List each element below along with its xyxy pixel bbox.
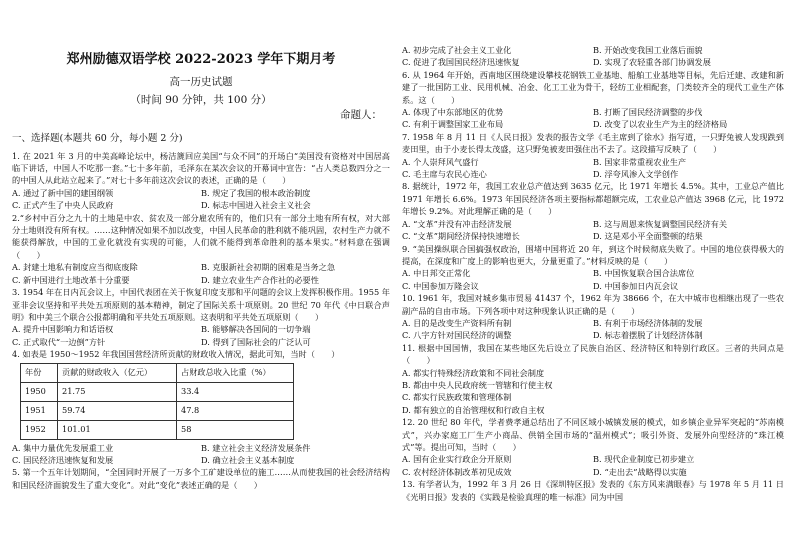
table-cell: 47.8 [177, 401, 294, 420]
option: C. 农村经济体制改革初见成效 [402, 466, 512, 477]
option: C. 都实行民族政策和管理体制 [402, 392, 512, 403]
exam-subtitle: 高一历史试题 [169, 76, 233, 88]
option: C. 正式产生了中央人民政府 [12, 200, 114, 211]
option: A. 封建土地私有制度应当彻底废除 [12, 262, 138, 273]
question-stem: 6. 从 1964 年开始，西南地区围绕建设攀枝花钢铁工业基地、船舶工业基地等目标，先后迁建、改建和新建了一批国防工业、民用机械、冶金、化工工业为骨干，轻纺工业相配套，门类较齐全的现代工业生产体系。这（ ） [402, 69, 784, 105]
question-options [402, 106, 784, 131]
table-cell: 1952 [21, 420, 58, 439]
option: B. 中国恢复联合国合法席位 [593, 268, 695, 279]
question-stem: 4. 如表是 1950～1952 年我国国营经济所贡献的财政收入情况，据此可知，当时（ ） [12, 349, 340, 360]
table-cell: 101.01 [58, 420, 177, 439]
question-options [12, 442, 390, 467]
question-options [12, 323, 390, 348]
table-row [21, 401, 294, 420]
table-header-row [21, 363, 294, 382]
option: A. 个人崇拜风气盛行 [402, 156, 479, 167]
question-options [12, 261, 390, 286]
option: C. 毛主席与农民心连心 [402, 169, 487, 180]
section-heading: 一、选择题(本题共 60 分，每小题 2 分) [12, 133, 183, 145]
table-cell: 58 [177, 420, 294, 439]
option: B. 都由中央人民政府统一管辖和行使主权 [402, 379, 553, 390]
question-options [402, 317, 784, 342]
revenue-table [20, 363, 294, 440]
question-options [402, 44, 784, 69]
option: C. 新中国进行土地改革十分重要 [12, 274, 130, 285]
table-cell: 1951 [21, 401, 58, 420]
table-header: 占财政总收入比重（%） [177, 363, 294, 382]
option: C. 八字方针对国民经济的调整 [402, 330, 512, 341]
question-stem: 10. 1961 年，我国对城乡集市贸易 41437 个，1962 年为 38666 个，在大中城市也相继出现了一些农副产品的自由市场。下列各项中对这种现象认识正确的是（ ） [402, 293, 784, 316]
option: B. 规定了我国的根本政治制度 [201, 187, 311, 198]
option: A. 集中力量优先发展重工业 [12, 442, 114, 453]
question-options [402, 267, 784, 292]
option: D. 实现了农轻重各部门协调发展 [593, 57, 711, 68]
question-stem: 9. “美国操纵联合国搞强权政治，围堵中国将近 20 年，到这个时候彻底失败了。中国的地位获得极大的提高，在深度和广度上的影响也更大，分量更重了。”材料反映的是（ ） [402, 243, 784, 266]
option: B. 能够解决各国间的一切争端 [201, 324, 311, 335]
option: A. 提升中国影响力和话语权 [12, 324, 114, 335]
option: C. “文革”期间经济保持快速增长 [402, 231, 520, 242]
option: B. 有利于市场经济体制的发展 [593, 317, 703, 328]
option: A. 体现了中东部地区的优势 [402, 107, 504, 118]
question-stem: 5. 第一个五年计划期间，“全国同时开展了一万多个工矿建设单位的施工……从而使我国的社会经济结构和国民经济面貌发生了重大变化”。对此“变化”表述正确的是（ ） [12, 467, 390, 490]
option: D. 这是邓小平全面整顿的结果 [593, 231, 703, 242]
option: B. 现代企业制度已初步建立 [593, 454, 695, 465]
question-options [402, 453, 784, 478]
option: D. 改变了以农业生产为主的经济格局 [593, 119, 728, 130]
option: C. 促进了我国国民经济迅速恢复 [402, 57, 520, 68]
table-header: 贡献的财政收入（亿元） [58, 363, 177, 382]
table-row [21, 382, 294, 401]
exam-time-info: （时间 90 分钟，共 100 分） [130, 94, 272, 107]
option: D. 中国参加日内瓦会议 [593, 280, 679, 291]
question-options [12, 187, 390, 212]
option: C. 正式取代“一边倒”方针 [12, 336, 106, 347]
question-stem: 3. 1954 年在日内瓦会议上，中国代表团在关于恢复印度支那和平问题的会议上发挥积极作用。1955 年亚非会议坚持和平共处五项原则的基本精神，制定了国际关系十项原则。20 世纪 70 年代《中日联合声明》和中美三个联合公报都明确和平共处五项原则。这表明和平共处五项原则（ ） [12, 287, 390, 322]
exam-title: 郑州励德双语学校 2022-2023 学年下期月考 [66, 52, 336, 67]
option: D. 建立农业生产合作社的必要性 [201, 274, 319, 285]
table-row [21, 420, 294, 439]
question-options [402, 156, 784, 181]
option: A. 中日邦交正常化 [402, 268, 471, 279]
option: C. 有利于调整国家工业布局 [402, 119, 504, 130]
option: D. 确立社会主义基本制度 [201, 454, 295, 465]
question-options [402, 218, 784, 243]
right-column [402, 44, 784, 503]
option: D. 标志着摆脱了计划经济体制 [593, 330, 703, 341]
table-cell: 1950 [21, 382, 58, 401]
question-options [402, 367, 784, 417]
option: B. 开始改变我国工业落后面貌 [593, 45, 703, 55]
option: A. 都实行特殊经济政策和不同社会制度 [402, 367, 545, 378]
option: B. 建立社会主义经济发展条件 [201, 442, 311, 453]
option: D. 都有独立的自治管理权和行政自主权 [402, 404, 545, 415]
option: D. 标志中国进入社会主义社会 [201, 200, 311, 211]
exam-author: 命题人： [340, 108, 382, 121]
option: A. “文革”并没有冲击经济发展 [402, 218, 512, 229]
table-cell: 33.4 [177, 382, 294, 401]
option: D. 得到了国际社会的广泛认可 [201, 336, 311, 347]
left-column [12, 0, 390, 491]
table-cell: 59.74 [58, 401, 177, 420]
question-stem: 1. 在 2021 年 3 月的中美高峰论坛中，杨洁篪回应美国“与众不同”的开场白“美国没有资格对中国居高临下讲话，中国人不吃那一套。”七十多年前，毛泽东在某次会议的开幕词中宣告：“占人类总数四分之一的中国人从此站立起来了。”对七十多年前这次会议的表述，正确的是（ ） [12, 150, 390, 186]
option: D. 浮夸风渗入文学创作 [593, 169, 679, 180]
option: A. 目的是改变生产资料所有制 [402, 317, 512, 328]
option: D. “走出去”战略得以实施 [593, 466, 687, 477]
question-stem: 2.“乡村中百分之九十的土地是中农、贫农及一部分雇农所有的，他们只有一部分土地有所有权，对大部分土地则没有所有权。……这种情况如果不加以改变，中国人民革命的胜利就不能巩固，农村生产力就不能获得解放，中国的工业化就没有实现的可能，人们就不能得到革命胜利的基本果实。”材料意在强调（ ） [12, 212, 390, 260]
question-stem: 13. 有学者认为，1992 年 3 月 26 日《深圳特区报》发表的《东方风来满眼春》与 1978 年 5 月 11 日《光明日报》发表的《实践是检验真理的唯一标准》同为中国 [402, 479, 784, 502]
option: A. 通过了新中国的建国纲领 [12, 187, 114, 198]
option: A. 国有企业实行政企分开原则 [402, 454, 512, 465]
option: B. 这与周恩来恢复调整国民经济有关 [593, 218, 728, 229]
table-cell: 21.75 [58, 382, 177, 401]
option: B. 国家非常重视农业生产 [593, 156, 687, 167]
option: B. 克服新社会初期的困难是当务之急 [201, 262, 336, 273]
option: C. 中国参加万隆会议 [402, 280, 479, 291]
option: C. 国民经济迅速恢复和发展 [12, 454, 114, 465]
question-stem: 8. 据统计，1972 年，我国工农业总产值达到 3635 亿元，比 1971 年增长 4.5%。其中，工业总产值比 1971 年增长 6.6%。1973 年国民经济各项主要指标都超额完成，工农业总产值达 3968 亿元，比 1972 年增长 9.2%。对此理解正确的是（ ） [402, 181, 784, 217]
question-stem: 7. 1958 年 8 月 11 日《人民日报》发表的报告文学《毛主席到了徐水》指写道，一只野兔被人发现跌到麦田里，由于小麦长得太茂盛，这只野兔被麦田强住出不去了。这段描写反映了（ ） [402, 131, 784, 155]
question-stem: 12. 20 世纪 80 年代，学者费孝通总结出了不同区域小城镇发展的模式，如乡镇企业异军突起的“苏南模式”，兴办家庭工厂生产小商品、供销全国市场的“温州模式”；吸引外资、发展外向型经济的“珠江模式”等。提出可知，当时（ ） [402, 417, 784, 452]
option: A. 初步完成了社会主义工业化 [402, 45, 512, 55]
option: B. 打断了国民经济调整的步伐 [593, 107, 703, 118]
table-header: 年份 [21, 363, 58, 382]
question-stem: 11. 根据中国国情，我国在某些地区先后设立了民族自治区、经济特区和特别行政区。三者的共同点是（ ） [402, 342, 784, 366]
